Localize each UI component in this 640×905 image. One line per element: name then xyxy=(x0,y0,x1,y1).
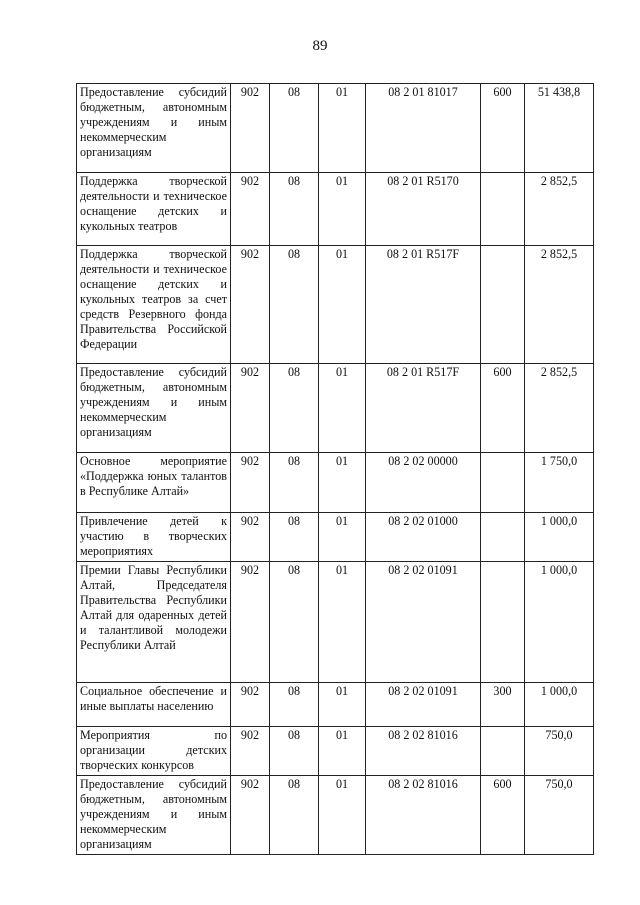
row-expense-type xyxy=(481,513,525,562)
row-expense-type: 600 xyxy=(481,364,525,453)
row-name: Предоставление субсидий бюджетным, автономным учреждениям и иным некоммерческим организациям xyxy=(77,84,231,173)
row-admin-code: 902 xyxy=(231,246,270,364)
page-number: 89 xyxy=(312,38,328,54)
table-row xyxy=(77,246,594,364)
row-subsection: 01 xyxy=(319,246,366,364)
row-expense-type xyxy=(481,453,525,513)
row-section: 08 xyxy=(270,453,319,513)
table-row xyxy=(77,84,594,173)
row-admin-code: 902 xyxy=(231,453,270,513)
row-section: 08 xyxy=(270,84,319,173)
row-sum: 750,0 xyxy=(525,776,594,855)
row-target-code: 08 2 01 R517F xyxy=(366,364,481,453)
row-section: 08 xyxy=(270,562,319,683)
row-name: Предоставление субсидий бюджетным, автономным учреждениям и иным некоммерческим организациям xyxy=(77,364,231,453)
row-admin-code: 902 xyxy=(231,513,270,562)
row-expense-type xyxy=(481,562,525,683)
row-expense-type: 300 xyxy=(481,683,525,727)
table-row xyxy=(77,513,594,562)
table-row xyxy=(77,727,594,776)
row-admin-code: 902 xyxy=(231,562,270,683)
row-name: Премии Главы Республики Алтай, Председателя Правительства Республики Алтай для одаренных детей и талантливой молодежи Республики Алтай xyxy=(77,562,231,683)
row-sum: 2 852,5 xyxy=(525,364,594,453)
row-expense-type xyxy=(481,173,525,246)
row-target-code: 08 2 02 81016 xyxy=(366,776,481,855)
row-target-code: 08 2 02 81016 xyxy=(366,727,481,776)
row-subsection: 01 xyxy=(319,84,366,173)
table-row xyxy=(77,453,594,513)
row-admin-code: 902 xyxy=(231,776,270,855)
row-section: 08 xyxy=(270,683,319,727)
row-section: 08 xyxy=(270,364,319,453)
row-name: Привлечение детей к участию в творческих мероприятиях xyxy=(77,513,231,562)
row-sum: 2 852,5 xyxy=(525,246,594,364)
row-sum: 750,0 xyxy=(525,727,594,776)
row-name: Поддержка творческой деятельности и техническое оснащение детских и кукольных театров за счет средств Резервного фонда Правительства Российской Федерации xyxy=(77,246,231,364)
row-expense-type xyxy=(481,246,525,364)
row-section: 08 xyxy=(270,173,319,246)
row-subsection: 01 xyxy=(319,683,366,727)
table-row xyxy=(77,776,594,855)
row-name: Поддержка творческой деятельности и техническое оснащение детских и кукольных театров xyxy=(77,173,231,246)
row-name: Социальное обеспечение и иные выплаты населению xyxy=(77,683,231,727)
row-section: 08 xyxy=(270,246,319,364)
row-target-code: 08 2 01 R5170 xyxy=(366,173,481,246)
row-admin-code: 902 xyxy=(231,84,270,173)
row-admin-code: 902 xyxy=(231,364,270,453)
row-admin-code: 902 xyxy=(231,173,270,246)
row-name: Основное мероприятие «Поддержка юных талантов в Республике Алтай» xyxy=(77,453,231,513)
row-subsection: 01 xyxy=(319,453,366,513)
row-expense-type: 600 xyxy=(481,776,525,855)
row-section: 08 xyxy=(270,727,319,776)
row-name: Мероприятия по организации детских творческих конкурсов xyxy=(77,727,231,776)
row-target-code: 08 2 02 01000 xyxy=(366,513,481,562)
row-section: 08 xyxy=(270,513,319,562)
table-row xyxy=(77,683,594,727)
table-row xyxy=(77,562,594,683)
row-section: 08 xyxy=(270,776,319,855)
table-row xyxy=(77,173,594,246)
row-sum: 2 852,5 xyxy=(525,173,594,246)
row-name: Предоставление субсидий бюджетным, автономным учреждениям и иным некоммерческим организациям xyxy=(77,776,231,855)
row-subsection: 01 xyxy=(319,776,366,855)
row-subsection: 01 xyxy=(319,562,366,683)
row-subsection: 01 xyxy=(319,364,366,453)
row-sum: 1 000,0 xyxy=(525,562,594,683)
row-target-code: 08 2 02 00000 xyxy=(366,453,481,513)
row-sum: 1 000,0 xyxy=(525,513,594,562)
row-subsection: 01 xyxy=(319,513,366,562)
row-subsection: 01 xyxy=(319,173,366,246)
row-target-code: 08 2 02 01091 xyxy=(366,683,481,727)
table-row xyxy=(77,364,594,453)
row-target-code: 08 2 02 01091 xyxy=(366,562,481,683)
row-target-code: 08 2 01 R517F xyxy=(366,246,481,364)
row-target-code: 08 2 01 81017 xyxy=(366,84,481,173)
budget-table xyxy=(76,83,594,855)
row-sum: 1 750,0 xyxy=(525,453,594,513)
row-expense-type xyxy=(481,727,525,776)
row-expense-type: 600 xyxy=(481,84,525,173)
row-admin-code: 902 xyxy=(231,727,270,776)
row-sum: 1 000,0 xyxy=(525,683,594,727)
row-sum: 51 438,8 xyxy=(525,84,594,173)
row-admin-code: 902 xyxy=(231,683,270,727)
row-subsection: 01 xyxy=(319,727,366,776)
